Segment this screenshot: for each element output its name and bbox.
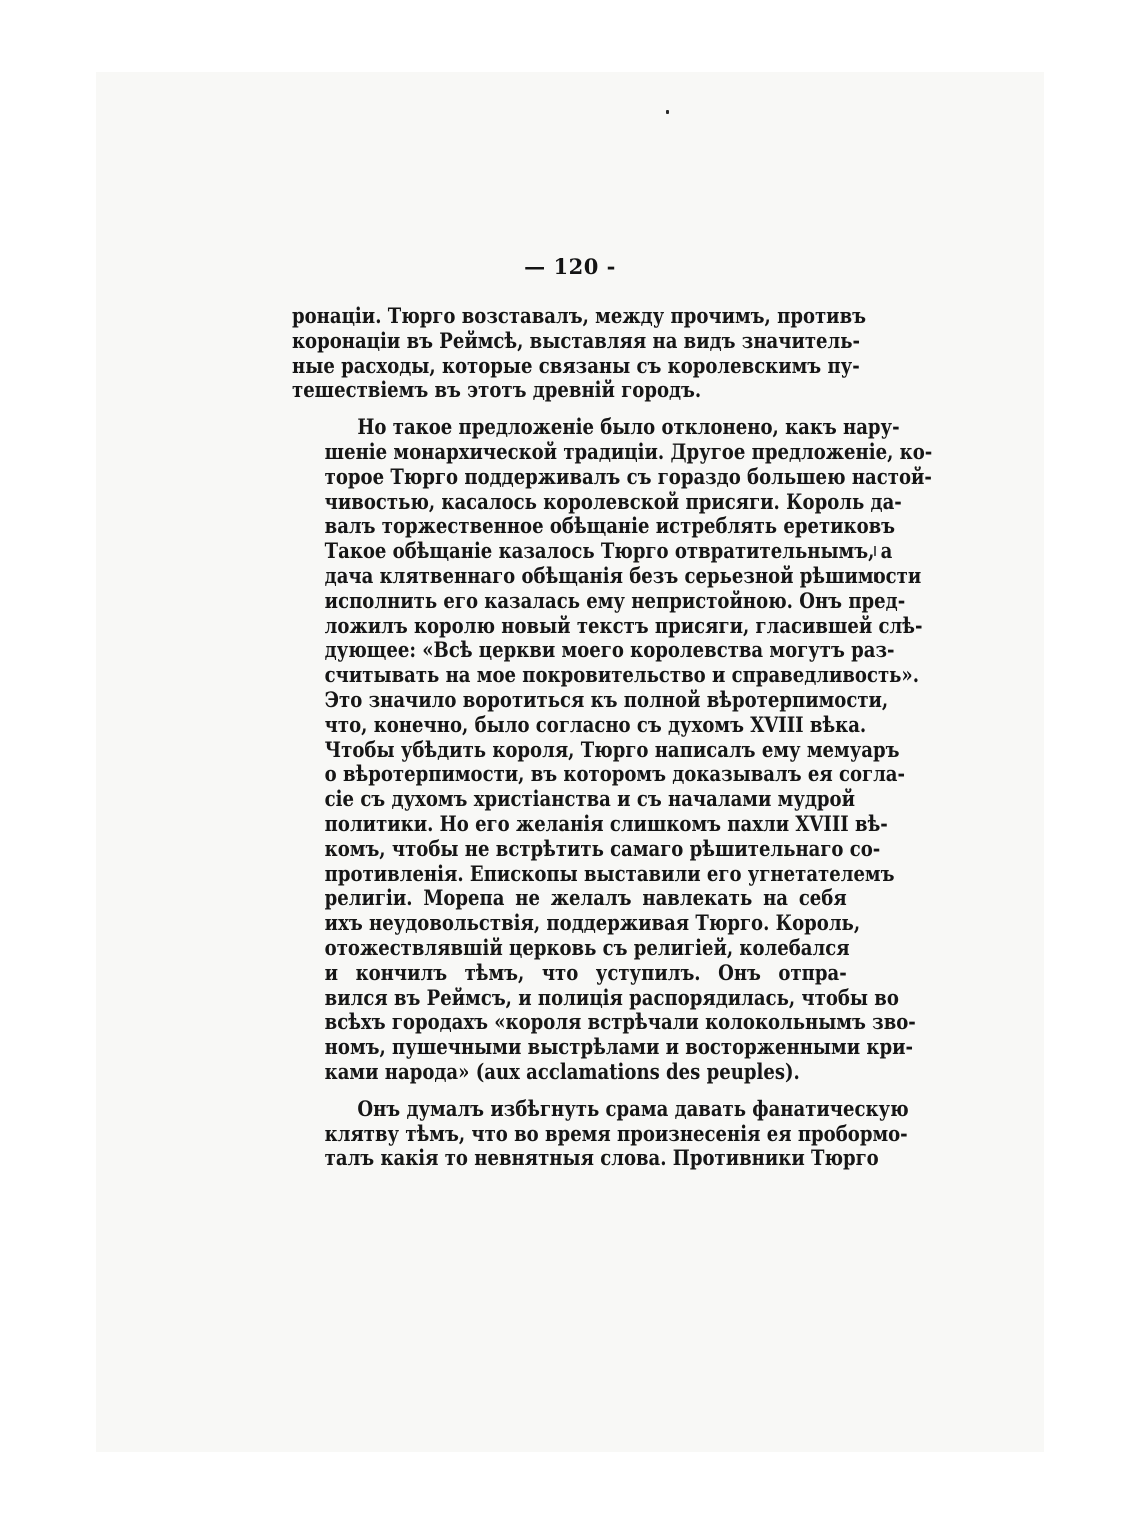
text-line: противленія. Епископы выставили его угнетателемъ [324, 860, 895, 886]
text-line: считывать на мое покровительство и справедливость». [324, 662, 920, 688]
text-line: клятву тѣмъ, что во время произнесенія ея пробормо- [324, 1120, 908, 1146]
text-line: ихъ неудовольствія, поддерживая Тюрго. Король, [324, 910, 861, 936]
text-line: коронаціи въ Реймсѣ, выставляя на видъ значитель- [292, 327, 861, 353]
text-line: торое Тюрго поддерживалъ съ гораздо большею настой- [324, 463, 932, 489]
text-line: что, конечно, было согласно съ духомъ XVIII вѣка. [324, 711, 867, 737]
text-line: вился въ Реймсъ, и полиція распорядилась, чтобы во [324, 984, 899, 1010]
text-line: Чтобы убѣдить короля, Тюрго написалъ ему мемуаръ [324, 736, 900, 762]
text-line: ложилъ королю новый текстъ присяги, гласившей слѣ- [324, 612, 923, 638]
scan-speck [666, 110, 669, 114]
text-line: шеніе монархической традиціи. Другое предложеніе, ко- [324, 438, 933, 464]
text-line: номъ, пушечными выстрѣлами и восторженными кри- [324, 1034, 913, 1060]
text-line: дача клятвеннаго обѣщанія безъ серьезной рѣшимости [324, 562, 922, 588]
text-line: Онъ думалъ избѣгнуть срама давать фанатическую [357, 1095, 909, 1121]
text-line: комъ, чтобы не встрѣтить самаго рѣшительнаго со- [324, 835, 881, 861]
text-line: политики. Но его желанія слишкомъ пахли XVIII вѣ- [324, 810, 888, 836]
text-line: сіе съ духомъ христіанства и съ началами мудрой [324, 786, 856, 812]
text-line: Но такое предложеніе было отклонено, какъ нару- [357, 414, 900, 440]
paragraph [292, 414, 933, 1085]
text-line: дующее: «Всѣ церкви моего королевства могутъ раз- [324, 637, 895, 663]
text-line: всѣхъ городахъ «короля встрѣчали колокольнымъ зво- [324, 1009, 916, 1035]
text-line: чивостью, касалось королевской присяги. Король да- [324, 488, 902, 514]
paragraph [292, 1095, 909, 1171]
paragraph [292, 303, 866, 403]
text-line: и кончилъ тѣмъ, что уступилъ. Онъ отпра- [324, 959, 847, 985]
text-line: тешествіемъ въ этотъ древній городъ. [292, 377, 702, 403]
text-line: исполнить его казалась ему непристойною. Онъ пред- [324, 587, 906, 613]
text-line: талъ какія то невнятныя слова. Противники Тюрго [324, 1145, 879, 1171]
text-line: Такое обѣщаніе казалось Тюрго отвратительнымъ, а [324, 538, 893, 564]
text-line: ронаціи. Тюрго возставалъ, между прочимъ, противъ [292, 303, 866, 328]
text-line: о вѣротерпимости, въ которомъ доказывалъ ея согла- [324, 761, 906, 787]
page-number: — 120 - [524, 254, 616, 279]
text-line: валъ торжественное обѣщаніе истреблять еретиковъ [324, 513, 896, 539]
text-line: Это значило воротиться къ полной вѣротерпимости, [324, 686, 889, 712]
text-line: ные расходы, которые связаны съ королевскимъ пу- [292, 352, 860, 378]
text-line: отожествлявшій церковь съ религіей, колебался [324, 934, 850, 960]
body-text [292, 303, 933, 1171]
text-line: религіи. Морепа не желалъ навлекать на себя [324, 885, 847, 911]
text-line: ками народа» (aux acclamations des peuples). [324, 1058, 800, 1084]
